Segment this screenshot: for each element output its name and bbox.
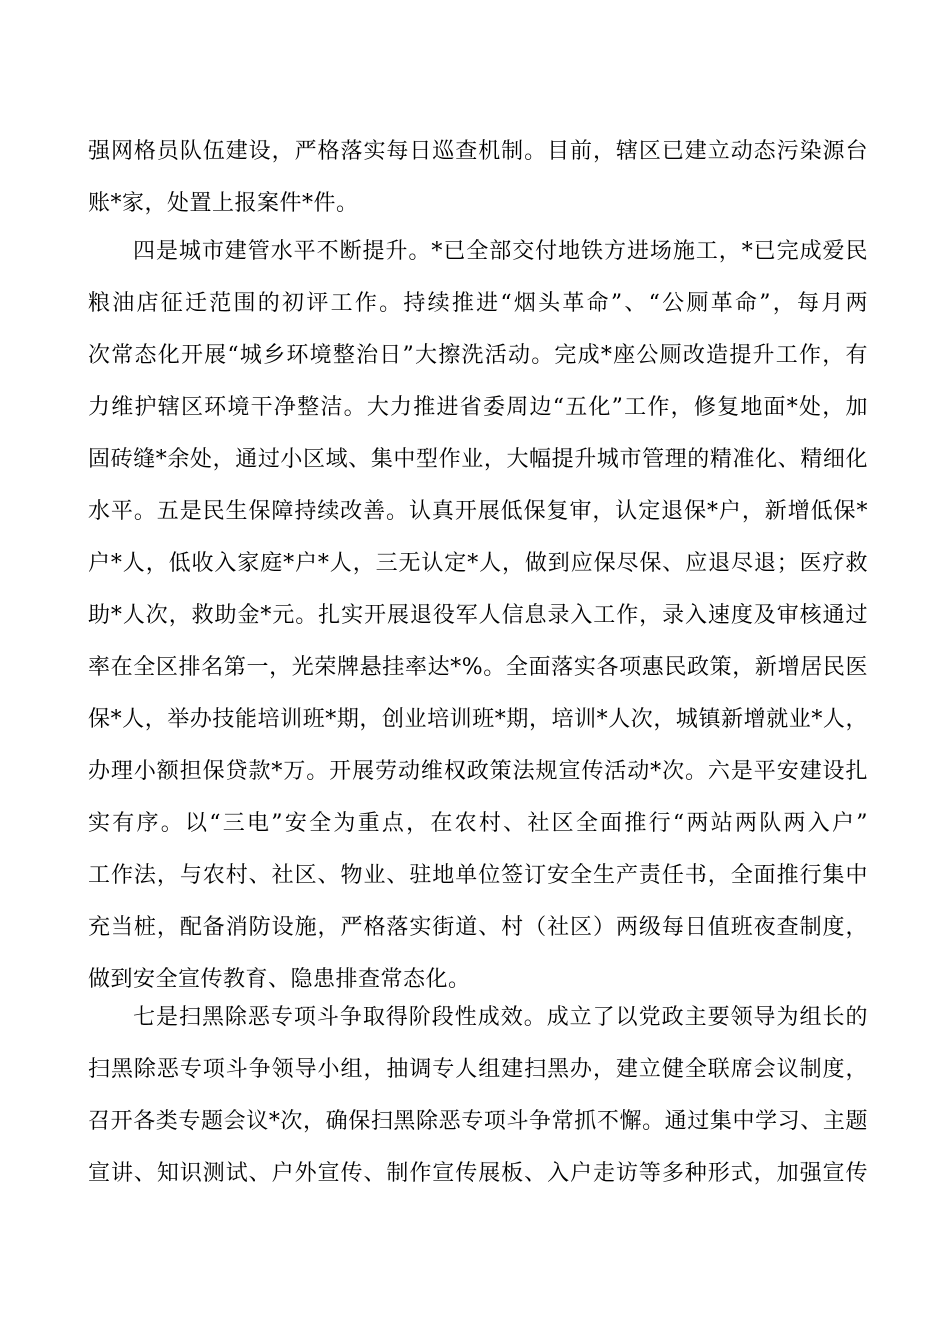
text-line: 账*家，处置上报案件*件。 [88, 191, 359, 216]
text-line: 次常态化开展“城乡环境整治日”大擦洗活动。完成*座公厕改造提升工作，有 [88, 343, 868, 368]
text-line: 率在全区排名第一，光荣牌悬挂率达*%。全面落实各项惠民政策，新增居民医 [88, 655, 868, 680]
text-line: 户*人，低收入家庭*户*人，三无认定*人，做到应保尽保、应退尽退；医疗救 [88, 551, 868, 576]
text-line: 召开各类专题会议*次，确保扫黑除恶专项斗争常抓不懈。通过集中学习、主题 [88, 1109, 868, 1134]
text-line: 强网格员队伍建设，严格落实每日巡查机制。目前，辖区已建立动态污染源台 [88, 139, 868, 164]
text-line: 保*人，举办技能培训班*期，创业培训班*期，培训*人次，城镇新增就业*人， [88, 707, 868, 732]
text-line: 粮油店征迁范围的初评工作。持续推进“烟头革命”、“公厕革命”，每月两 [88, 291, 868, 316]
text-line: 实有序。以“三电”安全为重点，在农村、社区全面推行“两站两队两入户” [88, 811, 868, 836]
text-line: 办理小额担保贷款*万。开展劳动维权政策法规宣传活动*次。六是平安建设扎 [88, 759, 868, 784]
text-line: 四是城市建管水平不断提升。*已全部交付地铁方进场施工，*已完成爱民 [133, 239, 868, 264]
text-line: 七是扫黑除恶专项斗争取得阶段性成效。成立了以党政主要领导为组长的 [133, 1005, 868, 1030]
text-line: 宣讲、知识测试、户外宣传、制作宣传展板、入户走访等多种形式，加强宣传 [88, 1161, 868, 1186]
text-line: 扫黑除恶专项斗争领导小组，抽调专人组建扫黑办，建立健全联席会议制度， [88, 1057, 868, 1082]
paragraph-1 [88, 126, 868, 230]
text-line: 水平。五是民生保障持续改善。认真开展低保复审，认定退保*户，新增低保* [88, 499, 868, 524]
text-line: 固砖缝*余处，通过小区域、集中型作业，大幅提升城市管理的精准化、精细化 [88, 447, 868, 472]
paragraph-2 [88, 226, 868, 1006]
text-line: 工作法，与农村、社区、物业、驻地单位签订安全生产责任书，全面推行集中 [88, 863, 868, 888]
paragraph-3 [88, 992, 868, 1200]
text-line: 助*人次，救助金*元。扎实开展退役军人信息录入工作，录入速度及审核通过 [88, 603, 868, 628]
text-line: 力维护辖区环境干净整洁。大力推进省委周边“五化”工作，修复地面*处，加 [88, 395, 868, 420]
text-line: 做到安全宣传教育、隐患排查常态化。 [88, 967, 471, 992]
text-line: 充当桩，配备消防设施，严格落实街道、村（社区）两级每日值班夜查制度， [88, 915, 868, 940]
